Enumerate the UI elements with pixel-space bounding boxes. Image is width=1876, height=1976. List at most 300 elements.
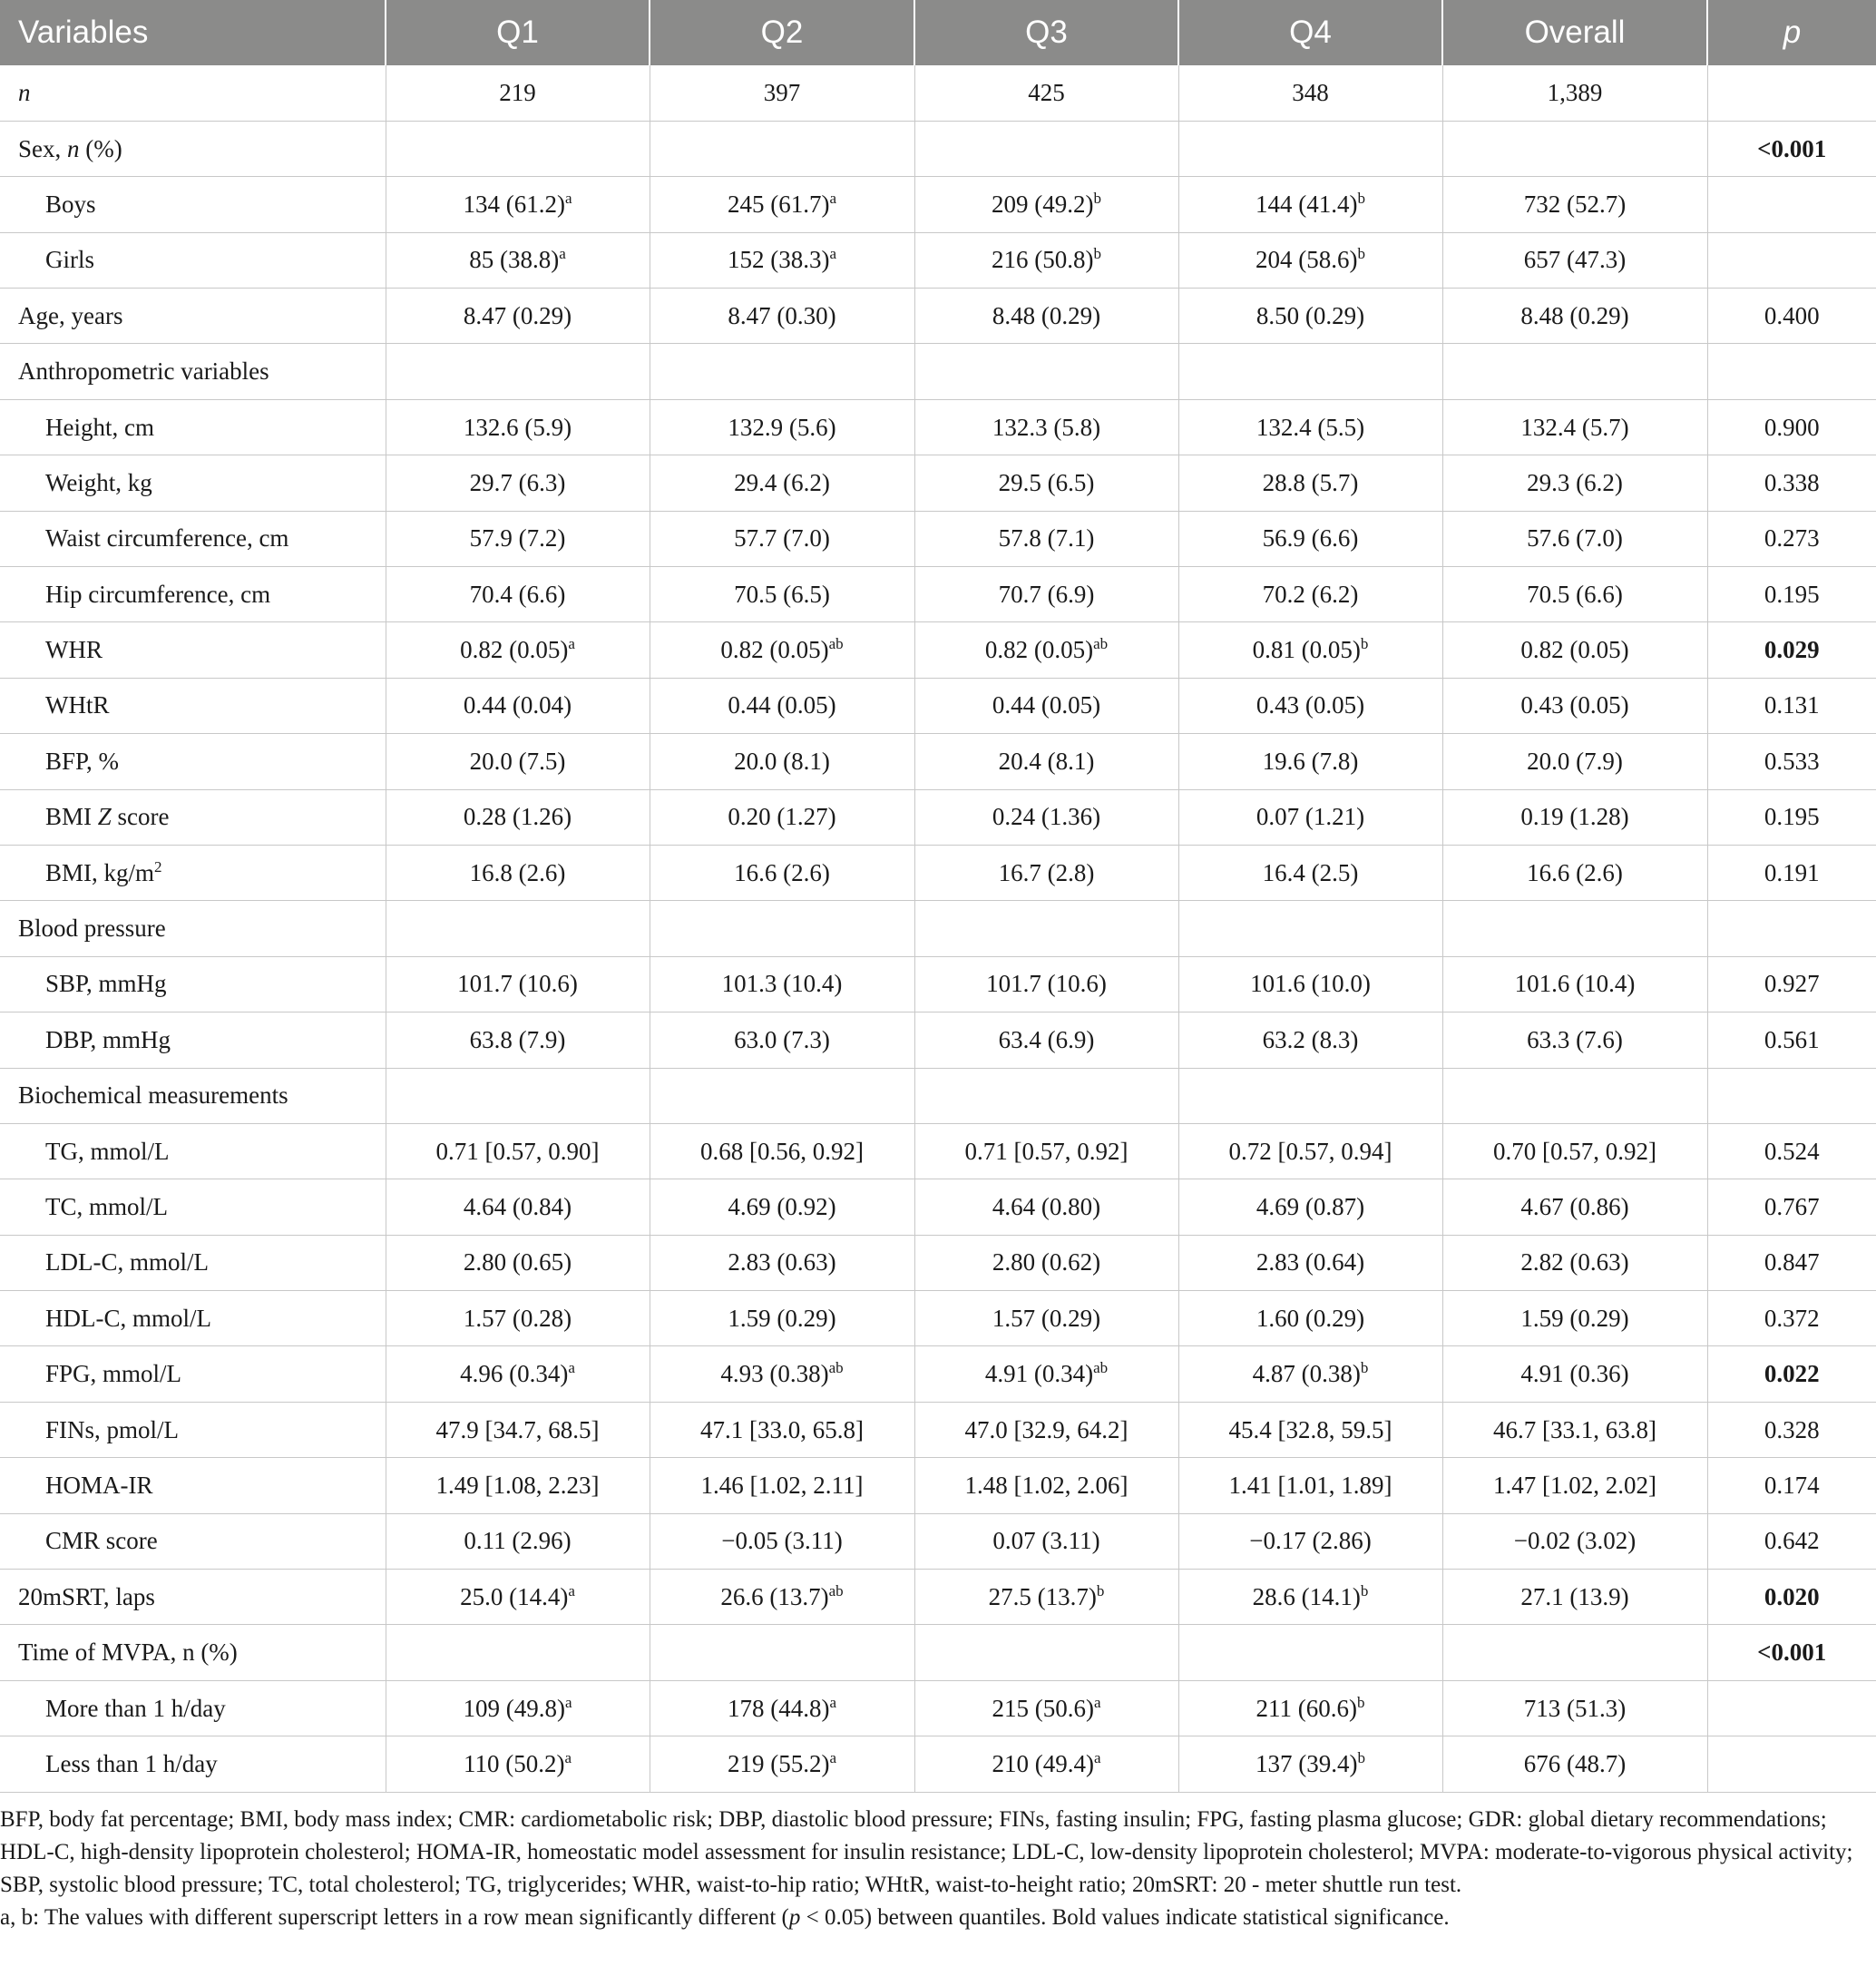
cell-superscript: ab [1093,1359,1109,1377]
cell-value: 1.49 [1.08, 2.23] [435,1471,600,1499]
cell-value: 0.19 (1.28) [1520,803,1629,831]
cell-q4 [1178,1458,1442,1513]
header-variables: Variables [0,0,386,65]
row-label-sup: 2 [154,857,162,876]
table-row [0,1570,1876,1625]
cell-value: 0.82 (0.05) [460,636,569,664]
cell-q1 [386,622,650,678]
cell-overall [1442,1012,1707,1068]
row-label [0,1012,386,1068]
cell-overall [1442,177,1707,232]
cell-value: 425 [1028,78,1065,106]
row-label [0,1346,386,1402]
cell-q1 [386,1625,650,1680]
abbreviations-note: BFP, body fat percentage; BMI, body mass index; CMR: cardiometabolic risk; DBP, diastolic blood pressure; FINs, fasting insulin; FPG, fasting plasma glucose; GDR: global dietary recommendations; HDL-C, high-density lipoprotein cholesterol; HOMA-IR, homeostatic model assessment for insulin resistance; LDL-C, low-density lipoprotein cholesterol; MVPA: moderate-to-vigorous physical activity; SBP, systolic blood pressure; TC, total cholesterol; TG, triglycerides; WHR, waist-to-hip ratio; WHtR, waist-to-height ratio; 20mSRT: 20 - meter shuttle run test. [0,1806,1853,1897]
cell-value: 210 (49.4) [992,1749,1094,1777]
cell-p-value [1707,177,1876,232]
table-row [0,1291,1876,1346]
cell-value: 0.44 (0.05) [728,691,836,719]
cell-p-value: 0.372 [1707,1291,1876,1346]
cell-value: 8.50 (0.29) [1256,301,1365,329]
cell-q1 [386,65,650,121]
row-label-text: BFP, % [45,747,120,775]
table-row [0,121,1876,176]
cell-q4 [1178,845,1442,900]
row-label-text: Sex, [18,134,67,162]
cell-q2 [650,1346,914,1402]
cell-overall [1442,1291,1707,1346]
cell-q1 [386,1291,650,1346]
cell-value: 676 (48.7) [1523,1749,1627,1777]
row-label-text: FINs, pmol/L [45,1415,180,1443]
cell-overall [1442,1680,1707,1736]
row-label-text: Age, years [18,301,123,329]
cell-overall [1442,1235,1707,1290]
cell-q1 [386,344,650,399]
cell-q4 [1178,1625,1442,1680]
cell-p-value: 0.195 [1707,567,1876,622]
cell-value: 0.24 (1.36) [992,803,1101,831]
row-label-text: TG, mmol/L [45,1137,170,1165]
cell-value: 0.82 (0.05) [1520,636,1629,664]
cell-overall [1442,789,1707,845]
row-label [0,511,386,566]
table-body [0,65,1876,1792]
cell-value: 348 [1292,78,1329,106]
cell-q3 [914,789,1178,845]
cell-value: 20.0 (7.5) [469,747,566,775]
cell-q4 [1178,289,1442,344]
cell-value: 29.4 (6.2) [734,468,830,496]
cell-q4 [1178,511,1442,566]
cell-overall [1442,901,1707,956]
cell-q4 [1178,65,1442,121]
table-row [0,678,1876,733]
cell-q3 [914,511,1178,566]
row-label [0,1179,386,1235]
cell-value: 4.64 (0.84) [463,1193,572,1220]
cell-q3 [914,1123,1178,1179]
cell-value: 4.69 (0.92) [728,1193,836,1220]
cell-value: 219 (55.2) [727,1749,830,1777]
cell-q4 [1178,901,1442,956]
cell-value: 178 (44.8) [727,1694,830,1722]
cell-p-value: 0.847 [1707,1235,1876,1290]
cell-superscript: b [1357,245,1365,263]
table-row [0,1346,1876,1402]
cell-value: 4.96 (0.34) [460,1360,569,1388]
table-row [0,1235,1876,1290]
cell-q3 [914,1402,1178,1457]
cell-p-value [1707,1068,1876,1123]
cell-p-value: 0.022 [1707,1346,1876,1402]
cell-q2 [650,845,914,900]
cell-p-value [1707,344,1876,399]
cell-value: 0.81 (0.05) [1252,636,1361,664]
cell-q1 [386,901,650,956]
cell-q3 [914,1736,1178,1792]
cell-q1 [386,399,650,455]
table-row [0,956,1876,1012]
cell-value: 85 (38.8) [469,246,560,274]
cell-superscript: a [829,1748,837,1766]
cell-overall [1442,399,1707,455]
cell-q4 [1178,1346,1442,1402]
cell-superscript: a [1093,1748,1101,1766]
cell-q1 [386,511,650,566]
cell-q2 [650,789,914,845]
cell-q4 [1178,177,1442,232]
cell-q2 [650,567,914,622]
cell-value: 1.57 (0.29) [992,1304,1101,1332]
row-label-text: TC, mmol/L [45,1193,168,1220]
cell-q4 [1178,1235,1442,1290]
row-label [0,177,386,232]
cell-superscript: a [829,1693,837,1711]
cell-value: 4.67 (0.86) [1520,1193,1629,1220]
cell-value: 713 (51.3) [1523,1694,1627,1722]
cell-q1 [386,1123,650,1179]
cell-q3 [914,1068,1178,1123]
cell-value: 101.6 (10.0) [1250,970,1371,998]
cell-q4 [1178,1736,1442,1792]
cell-superscript: a [829,245,837,263]
cell-q3 [914,1235,1178,1290]
cell-q3 [914,399,1178,455]
cell-q2 [650,1680,914,1736]
cell-q2 [650,232,914,288]
cell-value: 70.2 (6.2) [1262,580,1359,608]
header-q3: Q3 [914,0,1178,65]
cell-q3 [914,845,1178,900]
cell-q1 [386,678,650,733]
cell-q3 [914,956,1178,1012]
cell-value: 4.69 (0.87) [1256,1193,1365,1220]
table-row [0,901,1876,956]
cell-value: 1.57 (0.28) [463,1304,572,1332]
cell-value: 47.0 [32.9, 64.2] [964,1415,1129,1443]
cell-value: 70.5 (6.6) [1527,580,1623,608]
cell-superscript: a [568,1581,575,1599]
cell-p-value: 0.900 [1707,399,1876,455]
significance-note-p: p [788,1904,801,1930]
row-label-text: Less than 1 h/day [45,1749,218,1777]
cell-value: 0.71 [0.57, 0.92] [964,1137,1129,1165]
cell-value: 2.80 (0.62) [992,1248,1101,1277]
cell-superscript: ab [828,1581,844,1599]
cell-value: 0.82 (0.05) [720,636,829,664]
cell-superscript: a [559,245,566,263]
row-label [0,1458,386,1513]
cell-q1 [386,1570,650,1625]
cell-q2 [650,1402,914,1457]
cell-q1 [386,1736,650,1792]
cell-overall [1442,1458,1707,1513]
cell-value: 219 [499,78,536,106]
cell-q3 [914,344,1178,399]
cell-q1 [386,177,650,232]
cell-value: 8.47 (0.29) [463,301,572,329]
cell-value: 0.72 [0.57, 0.94] [1228,1137,1392,1165]
cell-q4 [1178,1402,1442,1457]
row-label [0,232,386,288]
row-label [0,344,386,399]
row-label [0,567,386,622]
cell-q2 [650,1458,914,1513]
cell-superscript: a [1093,1693,1101,1711]
cell-q1 [386,956,650,1012]
cell-p-value: 0.338 [1707,455,1876,511]
row-label-text: WHR [45,636,103,664]
row-label-text: Time of MVPA, n (%) [18,1639,238,1667]
cell-q4 [1178,622,1442,678]
row-label-tail: (%) [79,134,122,162]
cell-p-value: 0.400 [1707,289,1876,344]
cell-q3 [914,567,1178,622]
row-label [0,1625,386,1680]
cell-value: 57.7 (7.0) [734,524,830,553]
cell-q2 [650,1123,914,1179]
cell-value: 26.6 (13.7) [720,1582,829,1610]
row-label-text: More than 1 h/day [45,1694,226,1722]
cell-overall [1442,232,1707,288]
cell-overall [1442,1123,1707,1179]
cell-q3 [914,65,1178,121]
cell-value: 63.3 (7.6) [1527,1025,1623,1053]
table-row [0,1625,1876,1680]
cell-value: 16.8 (2.6) [469,858,566,886]
cell-value: −0.05 (3.11) [721,1527,843,1555]
cell-value: 204 (58.6) [1256,246,1358,274]
table-row [0,1402,1876,1457]
cell-q3 [914,901,1178,956]
cell-q2 [650,1736,914,1792]
cell-p-value: 0.927 [1707,956,1876,1012]
row-label [0,789,386,845]
cell-value: 16.4 (2.5) [1262,858,1359,886]
cell-q2 [650,678,914,733]
table-row [0,789,1876,845]
cell-value: 0.28 (1.26) [463,803,572,831]
cell-superscript: a [568,1359,575,1377]
cell-value: 0.68 [0.56, 0.92] [700,1137,864,1165]
cell-q1 [386,455,650,511]
row-label [0,1570,386,1625]
cell-value: 732 (52.7) [1523,190,1627,218]
cell-value: 132.3 (5.8) [992,413,1101,441]
cell-q4 [1178,1012,1442,1068]
cell-p-value: 0.131 [1707,678,1876,733]
cell-value: 20.0 (8.1) [734,747,830,775]
cell-q2 [650,1179,914,1235]
cell-value: 25.0 (14.4) [460,1582,569,1610]
cell-q2 [650,1012,914,1068]
cell-p-value: 0.029 [1707,622,1876,678]
table-row [0,1680,1876,1736]
cell-overall [1442,1570,1707,1625]
cell-value: 101.3 (10.4) [721,970,843,998]
table-row [0,734,1876,789]
header-q4: Q4 [1178,0,1442,65]
cell-p-value [1707,1680,1876,1736]
cell-value: 245 (61.7) [727,190,830,218]
table-row [0,1736,1876,1792]
cell-value: 28.8 (5.7) [1262,468,1359,496]
cell-q3 [914,1680,1178,1736]
cell-value: 16.6 (2.6) [734,858,830,886]
cell-q4 [1178,956,1442,1012]
cell-overall [1442,845,1707,900]
cell-value: 47.9 [34.7, 68.5] [435,1415,600,1443]
row-label-text: FPG, mmol/L [45,1360,182,1388]
cell-value: 0.20 (1.27) [728,803,836,831]
cell-value: 63.4 (6.9) [998,1025,1095,1053]
cell-value: 1.60 (0.29) [1256,1304,1365,1332]
row-label-italic: Z [97,803,112,831]
cell-value: 27.5 (13.7) [988,1582,1097,1610]
cell-value: 101.7 (10.6) [986,970,1107,998]
row-label [0,901,386,956]
row-label [0,845,386,900]
row-label [0,65,386,121]
cell-value: 70.4 (6.6) [469,580,566,608]
cell-value: 29.5 (6.5) [998,468,1095,496]
cell-value: 27.1 (13.9) [1520,1582,1629,1610]
cell-value: 132.4 (5.7) [1520,413,1629,441]
row-label [0,1235,386,1290]
row-label [0,455,386,511]
cell-overall [1442,678,1707,733]
cell-overall [1442,1736,1707,1792]
cell-q3 [914,1513,1178,1569]
cell-q2 [650,1291,914,1346]
cell-q3 [914,1346,1178,1402]
header-q2: Q2 [650,0,914,65]
cell-value: 132.9 (5.6) [728,413,836,441]
cell-q1 [386,734,650,789]
cell-q1 [386,567,650,622]
cell-value: 29.7 (6.3) [469,468,566,496]
cell-overall [1442,121,1707,176]
cell-superscript: ab [828,1359,844,1377]
cell-value: 8.48 (0.29) [992,301,1101,329]
cell-q4 [1178,1680,1442,1736]
cell-p-value: <0.001 [1707,121,1876,176]
table-row [0,567,1876,622]
cell-q1 [386,1179,650,1235]
cell-value: 19.6 (7.8) [1262,747,1359,775]
row-label-tail: score [111,803,170,831]
cell-value: 0.07 (3.11) [992,1527,1100,1555]
row-label-text: Boys [45,190,96,218]
row-label-text: Blood pressure [18,915,166,943]
table-row [0,622,1876,678]
cell-value: 57.9 (7.2) [469,524,566,553]
cell-q3 [914,1625,1178,1680]
cell-value: 1.41 [1.01, 1.89] [1228,1471,1392,1499]
cell-q3 [914,1291,1178,1346]
cell-q4 [1178,455,1442,511]
cell-value: 2.83 (0.64) [1256,1248,1365,1277]
cell-value: 1.59 (0.29) [1520,1304,1629,1332]
cell-q4 [1178,121,1442,176]
cell-q2 [650,289,914,344]
cell-q2 [650,622,914,678]
row-label [0,1291,386,1346]
row-label [0,1123,386,1179]
table-row [0,455,1876,511]
cell-q4 [1178,344,1442,399]
cell-value: 216 (50.8) [992,246,1094,274]
cell-q3 [914,121,1178,176]
cell-q3 [914,289,1178,344]
cell-q1 [386,1068,650,1123]
cell-p-value: 0.561 [1707,1012,1876,1068]
cell-value: −0.17 (2.86) [1249,1527,1372,1555]
cell-value: 0.43 (0.05) [1256,691,1365,719]
cell-overall [1442,455,1707,511]
cell-value: 110 (50.2) [463,1749,565,1777]
cell-value: 1,389 [1547,78,1603,106]
cell-value: 16.7 (2.8) [998,858,1095,886]
row-label [0,956,386,1012]
cell-q2 [650,901,914,956]
significance-note-post: < 0.05) between quantiles. Bold values indicate statistical significance. [800,1904,1450,1930]
row-label-text: Biochemical measurements [18,1081,288,1110]
table-row [0,1123,1876,1179]
cell-q1 [386,845,650,900]
row-label-text: BMI [45,803,98,831]
cell-value: 20.0 (7.9) [1527,747,1623,775]
table-row [0,1458,1876,1513]
cell-q2 [650,1570,914,1625]
cell-value: 29.3 (6.2) [1527,468,1623,496]
cell-superscript: a [564,1748,572,1766]
cell-q2 [650,455,914,511]
cell-value: 63.8 (7.9) [469,1025,566,1053]
cell-q2 [650,121,914,176]
cell-q4 [1178,1179,1442,1235]
row-label-italic: n [67,134,80,162]
cell-q1 [386,1012,650,1068]
cell-overall [1442,289,1707,344]
cell-q3 [914,734,1178,789]
row-label-text: HOMA-IR [45,1471,153,1499]
table-row [0,845,1876,900]
cell-overall [1442,65,1707,121]
cell-q2 [650,511,914,566]
row-label [0,1068,386,1123]
cell-value: 4.87 (0.38) [1252,1360,1361,1388]
cell-value: −0.02 (3.02) [1513,1527,1637,1555]
cell-overall [1442,956,1707,1012]
table-row [0,1513,1876,1569]
cell-p-value: 0.020 [1707,1570,1876,1625]
cell-value: 56.9 (6.6) [1262,524,1359,553]
cell-value: 144 (41.4) [1256,190,1358,218]
cell-value: 4.93 (0.38) [720,1360,829,1388]
cell-value: 211 (60.6) [1256,1694,1357,1722]
cell-value: 4.91 (0.34) [984,1360,1094,1388]
row-label-text: Hip circumference, cm [45,580,271,608]
table-row [0,177,1876,232]
row-label [0,1680,386,1736]
cell-value: 46.7 [33.1, 63.8] [1493,1415,1656,1443]
cell-q2 [650,1068,914,1123]
cell-p-value: 0.174 [1707,1458,1876,1513]
table-row [0,511,1876,566]
row-label [0,622,386,678]
